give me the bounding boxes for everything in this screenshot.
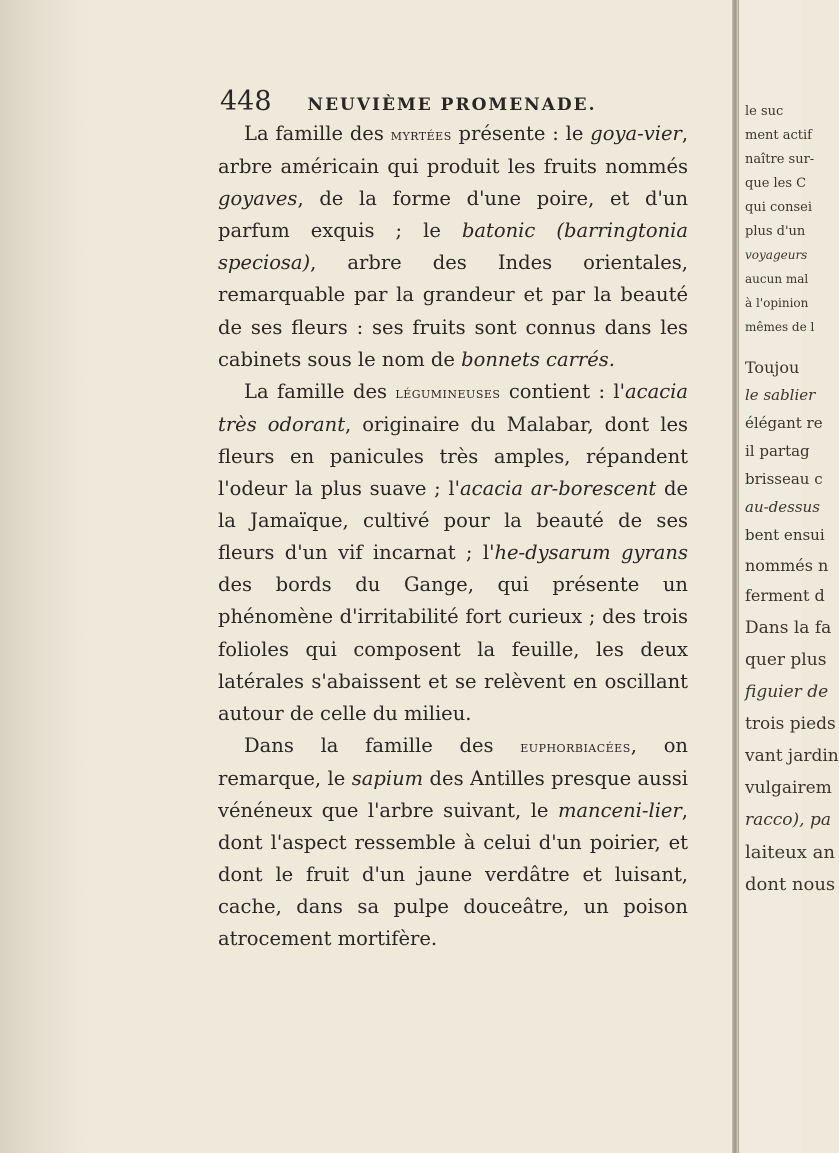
right-page-line: au-dessus [745,498,820,516]
right-page-line: mêmes de l [745,320,815,334]
right-page-line: Dans la fa [745,618,832,638]
right-page-line: figuier de [745,682,829,702]
body-text [218,118,688,955]
right-page-line: que les C [745,176,807,191]
family-name-myrtees: myrtées [390,126,452,144]
text-run: La famille des [244,379,396,403]
text-run: , de la forme d'une poire, et d'un parfum exquis ; le [218,187,688,243]
right-page-line: racco), pa [745,810,831,830]
text-run: , dont l'aspect ressemble à celui d'un poirier, et dont le fruit d'un jaune verdâtre et luisant, cache, dans sa pulpe douceâtre, un poison atrocement mortifère. [218,798,688,951]
right-page-line: il partag [745,442,810,460]
text-run: contient : l' [500,379,626,403]
paragraph-legumineuses [218,376,688,730]
right-page-line: nommés n [745,556,829,575]
text-run: , arbre des Indes orientales, remarquable par la grandeur et par la beauté de ses fleurs : ses fruits sont connus dans les cabinets sous le nom de [218,251,688,371]
text-run: , originaire du Malabar, dont les fleurs en panicules très amples, répandent l'odeur la plus suave ; l' [218,412,688,501]
right-page-line: trois pieds [745,714,836,734]
page-number: 448 [220,86,272,117]
right-page-line: vulgairem [745,778,832,798]
adjacent-page-edge [738,0,839,1153]
right-page-line: naître sur- [745,152,815,167]
term-hedysarum-gyrans: he-dysarum gyrans [494,541,689,565]
text-run: présente : le [451,122,591,145]
right-page-line: plus d'un [745,224,806,239]
term-mancenilier: manceni-lier [557,798,682,822]
right-page-line: à l'opinion [745,296,809,310]
right-page-line: vant jardin [745,746,839,766]
right-page-line: le suc [745,104,784,119]
right-page-line: dont nous [745,874,836,895]
text-run: des bords du Gange, qui présente un phénomène d'irritabilité fort curieux ; des trois folioles qui composent la feuille, les deux latérales s'abaissent et se relèvent en oscillant autour de celle du milieu. [218,573,688,725]
paragraph-euphorbiacees [218,730,688,956]
term-acacia-arborescent: acacia ar-borescent [460,477,657,501]
running-title: NEUVIÈME PROMENADE. [307,95,597,115]
right-page-line: bent ensui [745,526,825,544]
family-name-euphorbiacees: euphorbiacées [520,737,631,756]
right-page-line: voyageurs [745,248,808,262]
right-page-line: qui consei [745,200,812,215]
term-bonnets-carres: bonnets carrés. [461,347,615,371]
right-page-line: ment actif [745,128,812,143]
text-run: de la Jamaïque, cultivé pour la beauté de ses fleurs d'un vif incarnat ; l' [218,477,688,565]
term-goyavier: goya-vier [590,122,682,145]
term-goyaves: goyaves [218,187,298,211]
right-page-line: ferment d [745,586,825,605]
text-run: La famille des [244,122,391,145]
right-page-line: Toujou [745,358,800,377]
right-page-line: le sablier [745,386,816,404]
right-page-line: brisseau c [745,470,823,488]
right-page-line: aucun mal [745,272,809,286]
term-acacia-odorant: acacia très odorant [218,379,688,436]
paragraph-myrtees [218,118,688,376]
term-sapium: sapium [351,766,424,790]
page-header [220,86,690,117]
right-page-line: quer plus [745,650,827,670]
right-page-line: élégant re [745,414,823,432]
text-run: Dans la famille des [244,733,521,757]
family-name-legumineuses: légumineuses [395,383,501,402]
text-run: des Antilles presque aussi vénéneux que l'arbre suivant, le [218,766,688,822]
text-run: , on remarque, le [218,733,688,790]
term-batonic: batonic (barringtonia speciosa) [218,219,688,275]
right-page-line: laiteux an [745,842,835,863]
text-run: , arbre américain qui produit les fruits nommés [218,122,689,179]
